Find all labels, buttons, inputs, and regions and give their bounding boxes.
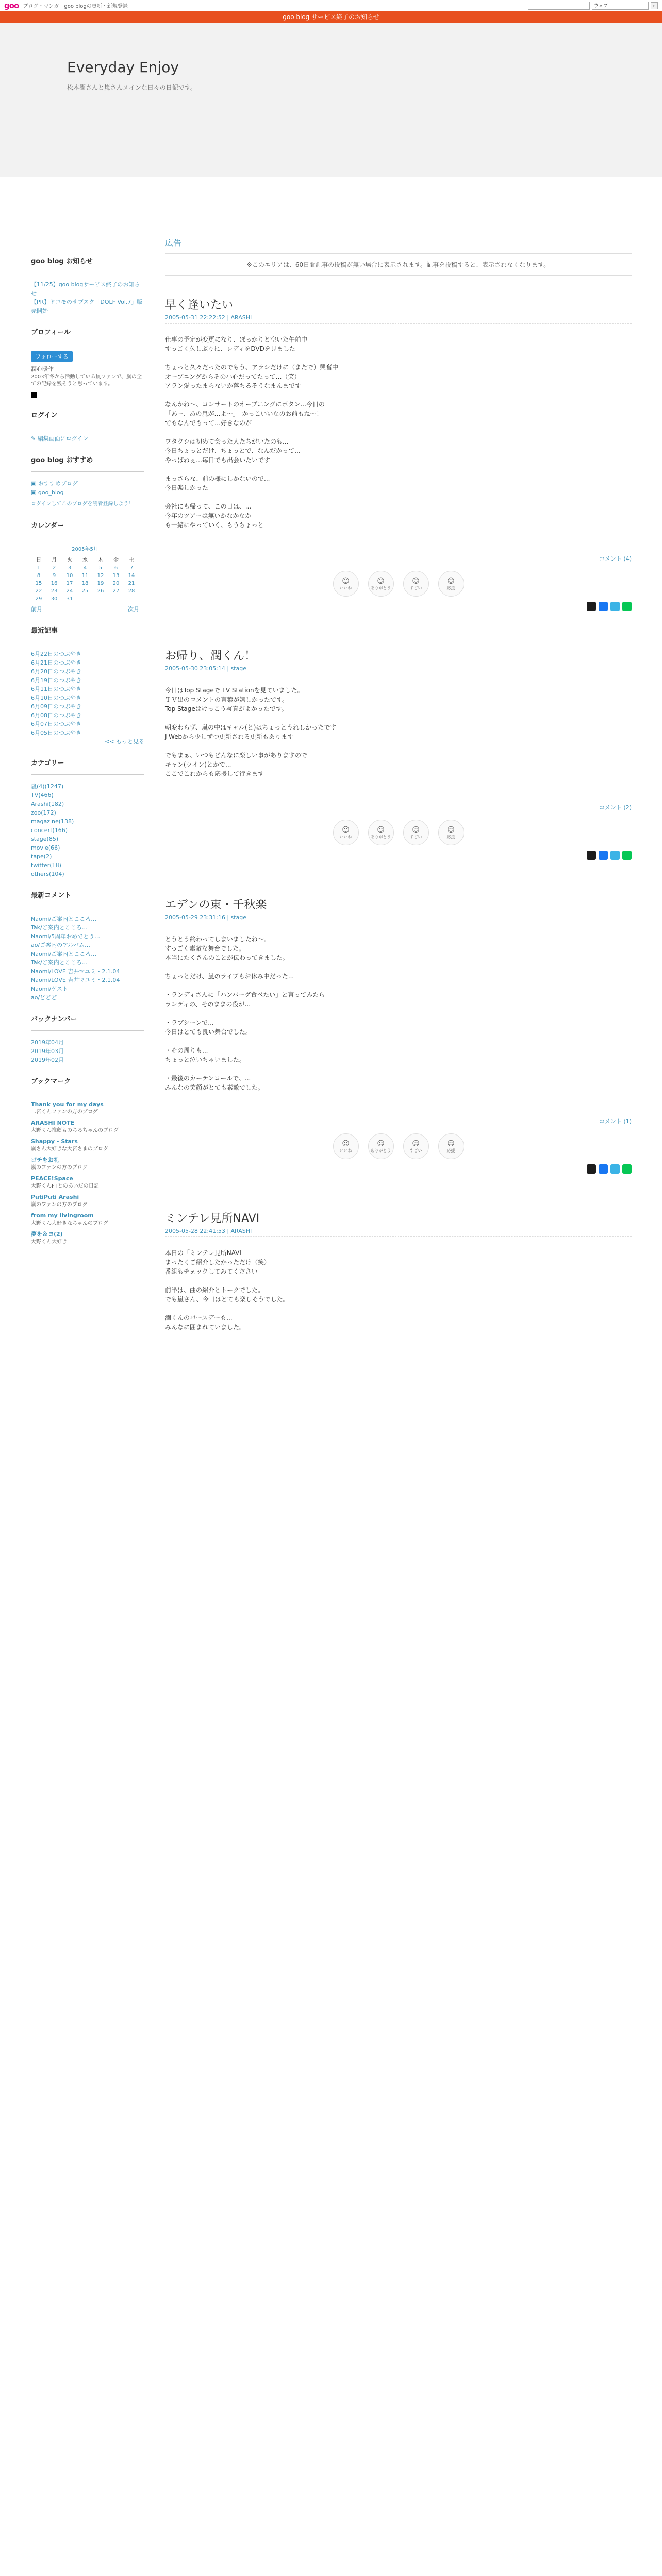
cal-day-header: 日 [36, 557, 41, 563]
login-link[interactable]: 編集画面にログイン [37, 435, 89, 442]
comment-item[interactable]: Naomi/LOVE 吉井マユミ・2.1.04 [31, 977, 120, 984]
recent-item[interactable]: 6月07日のつぶやき [31, 721, 81, 727]
recent-item[interactable]: 6月22日のつぶやき [31, 651, 81, 657]
post-line: ちょっとだけ、嵐のライブもお休み中だった... [165, 973, 294, 980]
bookmark-desc: 嵐のファンの方のブログ [31, 1202, 88, 1208]
calendar-day[interactable]: 28 [128, 588, 135, 594]
bookmark-title[interactable]: Shappy - Stars [31, 1138, 78, 1145]
calendar-day [124, 595, 139, 603]
category-list [31, 782, 144, 878]
calendar-day[interactable]: 20 [112, 581, 120, 586]
category-item[interactable]: twitter(18) [31, 862, 61, 869]
paragraph-gap [165, 1332, 632, 1341]
calendar-day[interactable]: 7 [129, 565, 134, 571]
recent-item[interactable]: 6月10日のつぶやき [31, 694, 81, 701]
calendar-day[interactable]: 11 [81, 573, 89, 579]
sidebar [31, 177, 144, 1341]
reaction-face-icon: ☺ [412, 825, 420, 834]
calendar-day[interactable]: 1 [37, 565, 41, 571]
bookmark-title[interactable]: PutiPuti Arashi [31, 1194, 79, 1200]
bookmark-title[interactable]: Thank you for my days [31, 1101, 104, 1108]
line-share-icon[interactable] [622, 1164, 632, 1174]
recent-item[interactable]: 6月19日のつぶやき [31, 677, 81, 684]
comment-link[interactable]: コメント (4) [599, 555, 632, 562]
line-share-icon[interactable] [622, 602, 632, 611]
reaction-button[interactable] [438, 571, 464, 597]
post-line: Top Stageはけっこう写真がよかったです。 [165, 705, 288, 713]
ad-box[interactable]: ※このエリアは、60日間記事の投稿が無い場合に表示されます。記事を投稿すると、表示されなくなります。 [165, 253, 632, 276]
reaction-label: いいね [339, 834, 352, 839]
post-line: 朝変わらず、嵐の中はキャル(と)はちょっとうれしかったです [165, 724, 337, 731]
bookmark-title[interactable]: ゴチをお礼 [31, 1157, 59, 1163]
post-line: 「あー、あの嵐が…よ〜」 かっこいいなのお前もね〜！ [165, 410, 323, 417]
bookmark-title[interactable]: 夢を＆ヨ(2) [31, 1231, 63, 1238]
post-line: ちょっと久々だったのでもう、アラシだけに（またで）興奮中 [165, 364, 339, 371]
comment-item[interactable]: Naomi/ご案内とこころ… [31, 951, 97, 957]
pencil-icon: ✎ [31, 435, 36, 442]
post-line: J-Webから少しずつ更新される更新もあります [165, 733, 294, 740]
blog-icon: ▣ [31, 480, 37, 487]
blog-title[interactable]: Everyday Enjoy [67, 59, 179, 76]
post-line: オープニングからその小心だってたって…（笑） [165, 373, 301, 380]
bookmark-title[interactable]: ARASHI NOTE [31, 1120, 75, 1126]
top-nav [0, 0, 662, 11]
profile-text: 2003年冬から活動している嵐ファンで、嵐の全ての記録を残そうと思っています。 [31, 374, 142, 387]
post-meta[interactable]: 2005-05-30 23:05:14 | stage [165, 665, 632, 674]
share-buttons [165, 602, 632, 611]
search-button[interactable]: ⌕ [651, 2, 658, 9]
post-line: ＴＶ出のコメントの言葉が嬉しかったです。 [165, 696, 289, 703]
category-item[interactable]: others(104) [31, 871, 64, 877]
reaction-button[interactable] [438, 820, 464, 845]
reaction-face-icon: ☺ [447, 825, 455, 834]
post-line: 今年のツアーは無いかなかなか [165, 512, 252, 519]
reaction-label: すごい [409, 834, 422, 839]
calendar-day[interactable]: 15 [35, 581, 42, 586]
post-meta[interactable]: 2005-05-31 22:22:52 | ARASHI [165, 314, 632, 324]
reaction-button[interactable] [333, 820, 359, 845]
twitter-share-icon[interactable] [610, 1164, 620, 1174]
calendar-day[interactable]: 18 [81, 581, 89, 586]
reaction-label: ありがとう [370, 834, 391, 839]
goo-logo[interactable]: goo [4, 1, 19, 10]
post-line: まったくご紹介したかっただけ（笑） [165, 1259, 271, 1266]
blog-icon: ▣ [31, 489, 37, 496]
twitter-share-icon[interactable] [610, 602, 620, 611]
post-line: やっぱねぇ…毎日でも出会いたいです [165, 456, 271, 464]
category-heading: カテゴリー [31, 759, 64, 767]
calendar-day[interactable]: 17 [66, 581, 73, 586]
recent-item[interactable]: 6月05日のつぶやき [31, 730, 81, 736]
post-line: 今日はTop Stageで TV Stationを見ていました。 [165, 687, 304, 694]
post-meta[interactable]: 2005-05-28 22:41:53 | ARASHI [165, 1228, 632, 1237]
calendar-day[interactable]: 5 [98, 565, 103, 571]
twitter-share-icon[interactable] [610, 851, 620, 860]
reaction-button[interactable] [403, 820, 429, 845]
post-line: なんかね〜、コンサートのオープニングにボタン...今日の [165, 401, 325, 408]
share-buttons [165, 1164, 632, 1174]
calendar-day[interactable]: 30 [51, 596, 58, 602]
reaction-label: すごい [409, 585, 422, 590]
recent-heading: 最近記事 [31, 627, 58, 635]
post-line: まっさらな、前の様にしかないので... [165, 475, 270, 482]
reaction-button[interactable] [438, 1133, 464, 1159]
post-line: ・最後のカーテンコールで、... [165, 1075, 251, 1082]
comment-item[interactable]: Naomi/5周年おめでとう… [31, 933, 101, 940]
paragraph-gap [165, 1037, 632, 1046]
reaction-face-icon: ☺ [412, 1139, 420, 1148]
category-item[interactable]: concert(166) [31, 827, 68, 834]
reaction-button[interactable] [403, 1133, 429, 1159]
comment-link[interactable]: コメント (2) [599, 804, 632, 811]
post-line: 本当にたくさんのことが伝わってきました。 [165, 954, 289, 961]
paragraph-gap [165, 428, 632, 437]
post-title[interactable]: 早く逢いたい [165, 299, 234, 312]
comment-item[interactable]: ao/どどど [31, 994, 57, 1001]
calendar-heading: カレンダー [31, 522, 64, 530]
bookmark-desc: 二宮くんファンの方のブログ [31, 1109, 98, 1115]
category-item[interactable]: stage(85) [31, 836, 59, 842]
bookmark-title[interactable]: from my livingroom [31, 1212, 94, 1219]
paragraph-gap [165, 530, 632, 539]
post-line: みんなに囲まれていました。 [165, 1324, 246, 1331]
post-line: でも嵐さん、今日はとても楽しそうでした。 [165, 1296, 289, 1303]
calendar-day[interactable]: 2 [52, 565, 56, 571]
recent-item[interactable]: 6月11日のつぶやき [31, 686, 81, 692]
reaction-button[interactable] [368, 820, 394, 845]
post-line: 今日ちょっとだけ、ちょっとで、なんだかって... [165, 447, 301, 454]
news-item[interactable]: 【11/25】goo blogサービス終了のお知らせ [31, 281, 140, 297]
comment-item[interactable]: Naomi/ゲスト [31, 986, 68, 992]
post-list [165, 296, 632, 1341]
reaction-face-icon: ☺ [447, 577, 455, 585]
x-icon[interactable] [31, 392, 37, 398]
calendar-day[interactable]: 19 [97, 581, 104, 586]
bookmark-desc: 嵐さん大好きな大宮さまのブログ [31, 1146, 108, 1152]
reaction-label: ありがとう [370, 585, 391, 590]
calendar-day[interactable]: 13 [112, 573, 120, 579]
post-line: 本日の「ミンテレ見所NAVI」 [165, 1249, 247, 1257]
backnumber-list [31, 1038, 144, 1064]
comment-item[interactable]: Tak/ご案内とこころ… [31, 924, 88, 931]
paragraph-gap [165, 1304, 632, 1313]
category-item[interactable]: movie(66) [31, 844, 60, 851]
post-line: みんなの笑顔がとても素敵でした。 [165, 1084, 264, 1091]
main-content [165, 177, 632, 1341]
bookmark-desc: 大野くん推薦ものちろちゃんのブログ [31, 1128, 119, 1133]
cal-day-header: 金 [113, 557, 119, 563]
post [165, 296, 632, 611]
post-line: ・その周りも... [165, 1047, 208, 1054]
post-line: ワタクシは初めて会った人たちがいたのも... [165, 438, 289, 445]
paragraph-gap [165, 741, 632, 751]
bookmark-list [31, 1100, 144, 1246]
facebook-share-icon[interactable] [599, 851, 608, 860]
post-line: でもまぁ、いつもどんなに楽しい事がありますので [165, 752, 308, 759]
reaction-face-icon: ☺ [377, 1139, 385, 1148]
calendar-day[interactable]: 31 [66, 596, 73, 602]
bookmark-desc: 大野くん大好きなちゃんのブログ [31, 1221, 108, 1226]
recent-item[interactable]: 6月21日のつぶやき [31, 659, 81, 666]
post-line: 番組もチェックしてみてください [165, 1268, 258, 1275]
cal-day-header: 火 [67, 557, 72, 563]
calendar-next[interactable]: 次月 [128, 606, 139, 613]
post-line: とうとう終わってしまいましたね〜。 [165, 936, 270, 943]
category-item[interactable]: 嵐(4)(1247) [31, 783, 64, 790]
ad-label: 広告 [165, 238, 182, 248]
calendar-day[interactable]: 29 [35, 596, 42, 602]
reaction-label: 応援 [446, 834, 455, 839]
comment-item[interactable]: Naomi/ご案内とこころ… [31, 916, 97, 922]
calendar-day[interactable]: 9 [52, 573, 56, 579]
post-body [165, 335, 632, 539]
paragraph-gap [165, 391, 632, 400]
profile-name: 潤心暖作 [31, 366, 54, 372]
bookmark-desc: 嵐のファンの方のブログ [31, 1165, 88, 1171]
top-nav-links[interactable]: ブログ・マンガ goo blogの更新・新規登録 [23, 4, 128, 9]
calendar-month: 2005年5月 [72, 547, 98, 552]
post-title[interactable]: エデンの東・千秋楽 [165, 899, 267, 911]
post-title[interactable]: ミンテレ見所NAVI [165, 1212, 260, 1225]
category-item[interactable]: zoo(172) [31, 809, 56, 816]
reaction-face-icon: ☺ [342, 577, 350, 585]
reaction-label: いいね [339, 1148, 352, 1153]
paragraph-gap [165, 981, 632, 990]
post-meta[interactable]: 2005-05-29 23:31:16 | stage [165, 914, 632, 923]
reaction-button[interactable] [403, 571, 429, 597]
post-line: すっごく素敵な舞台でした。 [165, 945, 245, 952]
top-search [528, 2, 658, 10]
post-line: すっごく久しぶりに、レディをDVDを見ました [165, 345, 295, 352]
reaction-face-icon: ☺ [342, 1139, 350, 1148]
calendar-day [93, 595, 108, 603]
service-end-notice[interactable]: goo blog サービス終了のお知らせ [0, 11, 662, 23]
post [165, 1210, 632, 1341]
cal-day-header: 水 [82, 557, 88, 563]
paragraph-gap [165, 778, 632, 788]
x-share-icon[interactable] [587, 851, 596, 860]
comment-item[interactable]: Naomi/LOVE 吉井マユミ・2.1.04 [31, 968, 120, 975]
paragraph-gap [165, 465, 632, 474]
cal-day-header: 月 [52, 557, 57, 563]
blog-description: 松本潤さんと嵐さんメインな日々の日記です。 [67, 84, 196, 91]
calendar-prev[interactable]: 前月 [31, 606, 42, 613]
reaction-face-icon: ☺ [377, 577, 385, 585]
reaction-button[interactable] [368, 1133, 394, 1159]
post-line: ちょっと泣いちゃいました。 [165, 1056, 246, 1063]
reaction-label: すごい [409, 1148, 422, 1153]
reaction-buttons [165, 820, 632, 845]
paragraph-gap [165, 1009, 632, 1018]
reaction-face-icon: ☺ [342, 825, 350, 834]
backnumber-heading: バックナンバー [31, 1015, 77, 1023]
recommend-item[interactable]: goo_blog [38, 489, 64, 496]
post-line: も一緒にやっていく、もうちょっと [165, 521, 264, 529]
paragraph-gap [165, 1092, 632, 1101]
search-input[interactable] [528, 2, 590, 10]
comment-list [31, 914, 144, 1002]
reaction-button[interactable] [333, 571, 359, 597]
post-line: アラン愛ったまらないか落ちるそうなまんまです [165, 382, 302, 389]
post [165, 896, 632, 1174]
news-heading: goo blog お知らせ [31, 258, 93, 265]
paragraph-gap [165, 353, 632, 363]
post [165, 647, 632, 860]
calendar-day[interactable]: 22 [35, 588, 42, 594]
post-line: ・ランディさんに「ハンバーグ食べたい」と言ってみたら [165, 991, 325, 998]
reaction-face-icon: ☺ [377, 825, 385, 834]
backnumber-item[interactable]: 2019年02月 [31, 1057, 64, 1063]
calendar-day[interactable]: 16 [51, 581, 58, 586]
post-line: ・ラブシーンで... [165, 1019, 214, 1026]
reaction-face-icon: ☺ [412, 577, 420, 585]
recent-more[interactable]: << もっと見る [105, 738, 144, 745]
post-line: キャン(ライン)とかで... [165, 761, 231, 768]
calendar-day[interactable]: 3 [68, 565, 72, 571]
follow-button[interactable]: フォローする [31, 351, 73, 362]
reader-register-note[interactable]: ログインしてこのブログを読者登録しよう！ [31, 501, 134, 507]
bookmark-desc: 大野くん大好き [31, 1239, 67, 1245]
bookmark-heading: ブックマーク [31, 1078, 71, 1086]
calendar-day[interactable]: 23 [51, 588, 58, 594]
post-line: 仕事の予定が変更になり、ぽっかりと空いた午前中 [165, 336, 308, 343]
paragraph-gap [165, 714, 632, 723]
recent-item[interactable]: 6月09日のつぶやき [31, 703, 81, 710]
comment-link[interactable]: コメント (1) [599, 1118, 632, 1125]
reaction-button[interactable] [333, 1133, 359, 1159]
reaction-label: いいね [339, 585, 352, 590]
recommend-heading: goo blog おすすめ [31, 456, 93, 464]
calendar-day[interactable]: 8 [37, 573, 41, 579]
post-line: 今日楽しかった [165, 484, 209, 492]
paragraph-gap [165, 962, 632, 972]
calendar [31, 545, 139, 603]
comment-item[interactable]: ao/ご案内のアルバム… [31, 942, 90, 948]
post-line: ここでこれからも応援して行きます [165, 770, 264, 777]
backnumber-item[interactable]: 2019年04月 [31, 1039, 64, 1046]
search-scope-select[interactable]: ウェブ [592, 2, 649, 10]
calendar-day[interactable]: 27 [112, 588, 120, 594]
cal-day-header: 木 [98, 557, 103, 563]
post-body [165, 686, 632, 788]
reaction-buttons [165, 1133, 632, 1159]
recent-item[interactable]: 6月20日のつぶやき [31, 668, 81, 675]
post-body [165, 1248, 632, 1341]
line-share-icon[interactable] [622, 851, 632, 860]
bookmark-desc: 大野くんFTとのあいだの日記 [31, 1183, 99, 1189]
comment-item[interactable]: Tak/ご案内とこころ… [31, 959, 88, 966]
calendar-day[interactable]: 25 [81, 588, 89, 594]
profile-heading: プロフィール [31, 329, 71, 336]
cal-day-header: 土 [129, 557, 134, 563]
calendar-day [77, 595, 93, 603]
paragraph-gap [165, 1276, 632, 1285]
post-line: 前半は、曲の紹介とトークでした。 [165, 1286, 264, 1294]
post-body [165, 935, 632, 1101]
post-line: ランディの、そのままの役が... [165, 1001, 251, 1008]
calendar-day [108, 595, 124, 603]
paragraph-gap [165, 493, 632, 502]
post-title[interactable]: お帰り、潤くん！ [165, 650, 256, 663]
share-buttons [165, 851, 632, 860]
news-item[interactable]: 【PR】ドコモのサブスク「DOLF Vol.7」販売開始 [31, 299, 143, 314]
recommend-item[interactable]: おすすめブログ [38, 480, 78, 487]
recent-list [31, 650, 144, 737]
calendar-day[interactable]: 26 [97, 588, 104, 594]
login-heading: ログイン [31, 412, 58, 419]
post-line: 潤くんのバースデーも... [165, 1314, 233, 1321]
backnumber-item[interactable]: 2019年03月 [31, 1048, 64, 1055]
category-item[interactable]: Arashi(182) [31, 801, 64, 807]
reaction-button[interactable] [368, 571, 394, 597]
reaction-face-icon: ☺ [447, 1139, 455, 1148]
reaction-label: 応援 [446, 1148, 455, 1153]
x-share-icon[interactable] [587, 1164, 596, 1174]
bookmark-title[interactable]: PEACE!Space [31, 1175, 73, 1182]
recent-item[interactable]: 6月08日のつぶやき [31, 712, 81, 719]
paragraph-gap [165, 1064, 632, 1074]
calendar-nav [31, 605, 139, 614]
x-share-icon[interactable] [587, 602, 596, 611]
reaction-label: ありがとう [370, 1148, 391, 1153]
facebook-share-icon[interactable] [599, 1164, 608, 1174]
post-line: 今日はとても良い舞台でした。 [165, 1028, 252, 1036]
category-item[interactable]: TV(466) [31, 792, 54, 799]
calendar-day[interactable]: 12 [97, 573, 104, 579]
post-line: でもなんでもって…好きなのが [165, 419, 252, 427]
calendar-day[interactable]: 14 [128, 573, 135, 579]
category-item[interactable]: magazine(138) [31, 818, 74, 825]
facebook-share-icon[interactable] [599, 602, 608, 611]
calendar-day[interactable]: 21 [128, 581, 135, 586]
blog-header [0, 23, 662, 177]
reaction-buttons [165, 571, 632, 597]
calendar-day[interactable]: 10 [66, 573, 73, 579]
category-item[interactable]: tape(2) [31, 853, 52, 860]
calendar-day[interactable]: 24 [66, 588, 73, 594]
calendar-day[interactable]: 6 [114, 565, 118, 571]
comments-heading: 最新コメント [31, 892, 72, 900]
post-line: 会社にも帰って、この日は、... [165, 503, 252, 510]
reaction-label: 応援 [446, 585, 455, 590]
calendar-day[interactable]: 4 [83, 565, 87, 571]
